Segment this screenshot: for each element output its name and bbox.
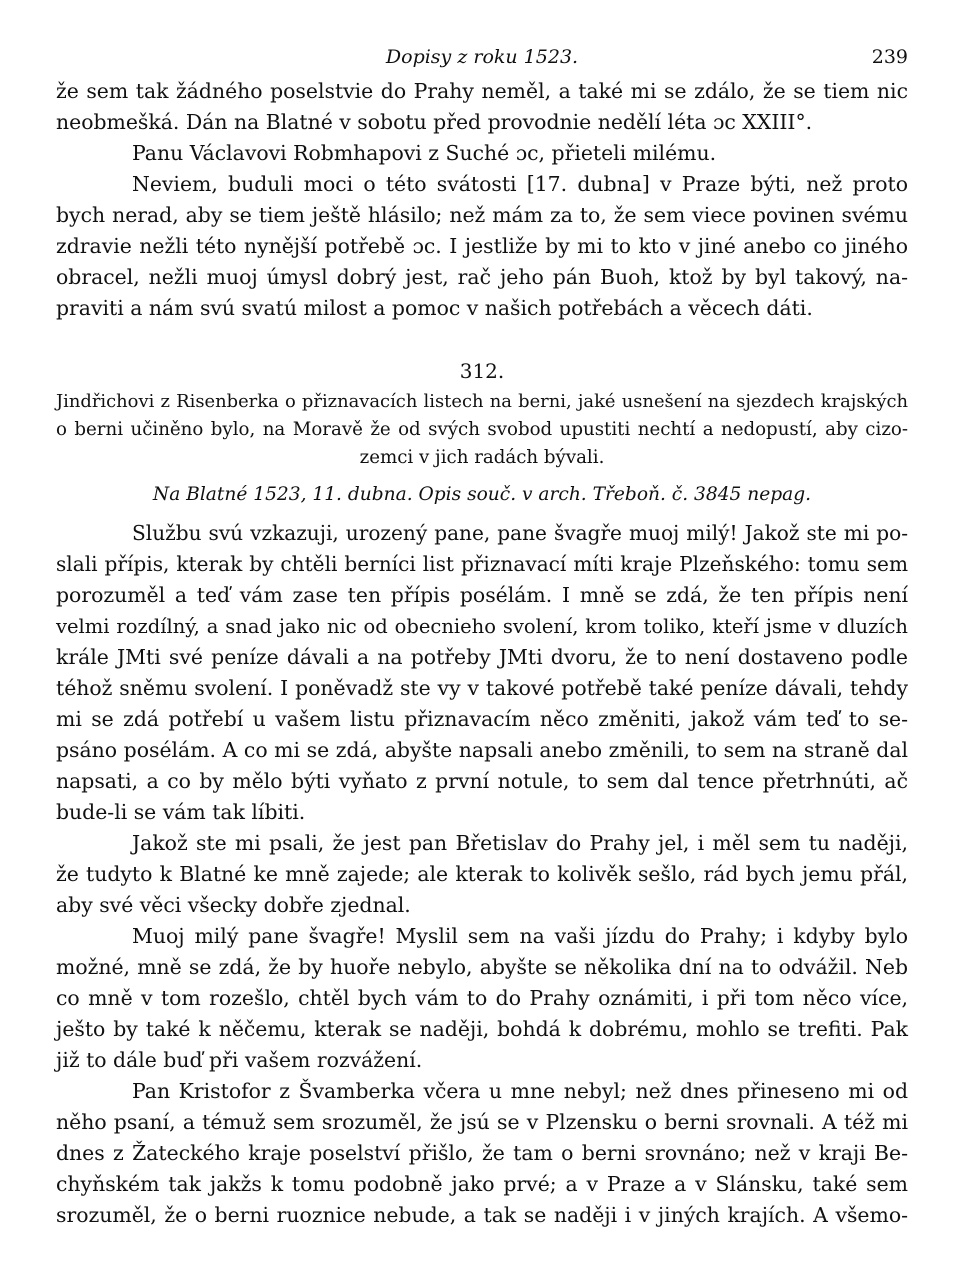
text-line: slali přípis, kterak by chtěli berníci list přiznavací míti kraje Plzeňského: tomu sem [56, 552, 908, 576]
text-line: chyňském tak jakžs k tomu podobně jako prvé; a v Praze a v Slánsku, také sem [56, 1172, 908, 1196]
text-line: aby své věci všecky dobře zjednal. [56, 893, 411, 917]
text-line: že tudyto k Blatné ke mně zajede; ale kterak to kolivěk sešlo, rád bych jemu přál, [56, 862, 908, 886]
text-line: neobmešká. Dán na Blatné v sobotu před provodnie nedělí léta ɔc XXIII°. [56, 110, 813, 134]
text-line: obracel, nežli muoj úmysl dobrý jest, rač jeho pán Buoh, ktož by byl takový, na- [56, 265, 908, 289]
text-line: něho psaní, a témuž sem srozuměl, že jsú se v Plzensku o berni srovnali. A též mi [56, 1110, 908, 1134]
document-summary [56, 388, 908, 472]
text-line: Neviem, buduli moci o této svátosti [17. dubna] v Praze býti, než proto [132, 172, 908, 196]
text-line: že sem tak žádného poselstvie do Prahy neměl, a také mi se zdálo, že se tiem nic [56, 79, 908, 103]
summary-line: o berni učiněno bylo, na Moravě že od svých svobod upustiti nechtí a nedopustí, aby cizo- [56, 419, 908, 440]
text-line: dnes z Žateckého kraje poselství přišlo, že tam o berni srovnáno; než v kraji Be- [56, 1141, 908, 1165]
book-page [56, 40, 908, 1231]
text-line: co mně v tom rozešlo, chtěl bych vám to do Prahy oznámiti, i při tom něco více, [56, 986, 908, 1010]
text-line: psáno posélám. A co mi se zdá, abyšte napsali anebo změnili, to sem na straně dal [56, 738, 908, 762]
previous-letter-ending [56, 76, 908, 324]
text-line: ješto by také k něčemu, kterak se naději, bohdá k dobrému, mohlo se trefiti. Pak [56, 1017, 908, 1041]
text-line: napsati, a co by mělo býti vyňato z první notule, to sem dal tence přetrhnúti, ač [56, 769, 908, 793]
text-line: praviti a nám svú svatú milost a pomoc v našich potřebách a věcech dáti. [56, 296, 813, 320]
addressee-line: Panu Václavovi Robmhapovi z Suché ɔc, přieteli milému. [132, 141, 717, 165]
text-line: mi se zdá potřebí u vašem listu přiznavacím něco změniti, jakož vám teď to se- [56, 707, 908, 731]
text-line: srozuměl, že o berni ruoznice nebude, a tak se naději i v jiných krajích. A všemo- [56, 1203, 908, 1227]
text-line: Jakož ste mi psali, že jest pan Břetislav do Prahy jel, i měl sem tu naději, [132, 831, 908, 855]
letter-body [56, 518, 908, 1231]
text-line: Službu svú vzkazuji, urozený pane, pane švagře muoj milý! Jakož ste mi po- [132, 521, 908, 545]
text-line: bude-li se vám tak líbiti. [56, 800, 306, 824]
summary-line: Jindřichovi z Risenberka o přiznavacích listech na berni, jaké usnešení na sjezdech krajských [56, 391, 908, 412]
text-line: Muoj milý pane švagře! Myslil sem na vaši jízdu do Prahy; i kdyby bylo [132, 924, 908, 948]
summary-line: zemci v jich radách bývali. [359, 447, 605, 468]
text-line: bych nerad, aby se tiem ještě hlásilo; než mám za to, že sem viece povinen svému [56, 203, 908, 227]
text-line: porozuměl a teď vám zase ten přípis posélám. I mně se zdá, že ten přípis není [56, 583, 908, 607]
source-note: Na Blatné 1523, 11. dubna. Opis souč. v arch. Třeboň. č. 3845 nepag. [152, 484, 812, 505]
text-line: možné, mně se zdá, že by huoře nebylo, abyšte se několika dní na to odvážil. Neb [56, 955, 908, 979]
paragraph [56, 921, 908, 1076]
running-title: Dopisy z roku 1523. [385, 46, 579, 68]
paragraph [56, 1076, 908, 1231]
page-header [56, 40, 908, 76]
text-line: velmi rozdílný, a snad jako nic od obecnieho svolení, krom toliko, kteří jsme v dluzích [56, 615, 908, 638]
text-line: téhož sněmu svolení. I poněvadž ste vy v takové potřebě také peníze dávali, tehdy [56, 676, 908, 700]
paragraph [56, 828, 908, 921]
page-number: 239 [871, 46, 908, 68]
document-number: 312. [459, 359, 505, 383]
paragraph [56, 518, 908, 828]
text-line: zdravie nežli této nynější potřebě ɔc. I jestliže by mi to kto v jiné anebo co jiného [56, 234, 908, 258]
text-line: krále JMti své peníze dávali a na potřeby JMti dvoru, že to není dostaveno podle [56, 645, 908, 669]
text-line: již to dále buď při vašem rozvážení. [56, 1048, 423, 1072]
text-line: Pan Kristofor z Švamberka včera u mne nebyl; než dnes přineseno mi od [132, 1079, 908, 1103]
